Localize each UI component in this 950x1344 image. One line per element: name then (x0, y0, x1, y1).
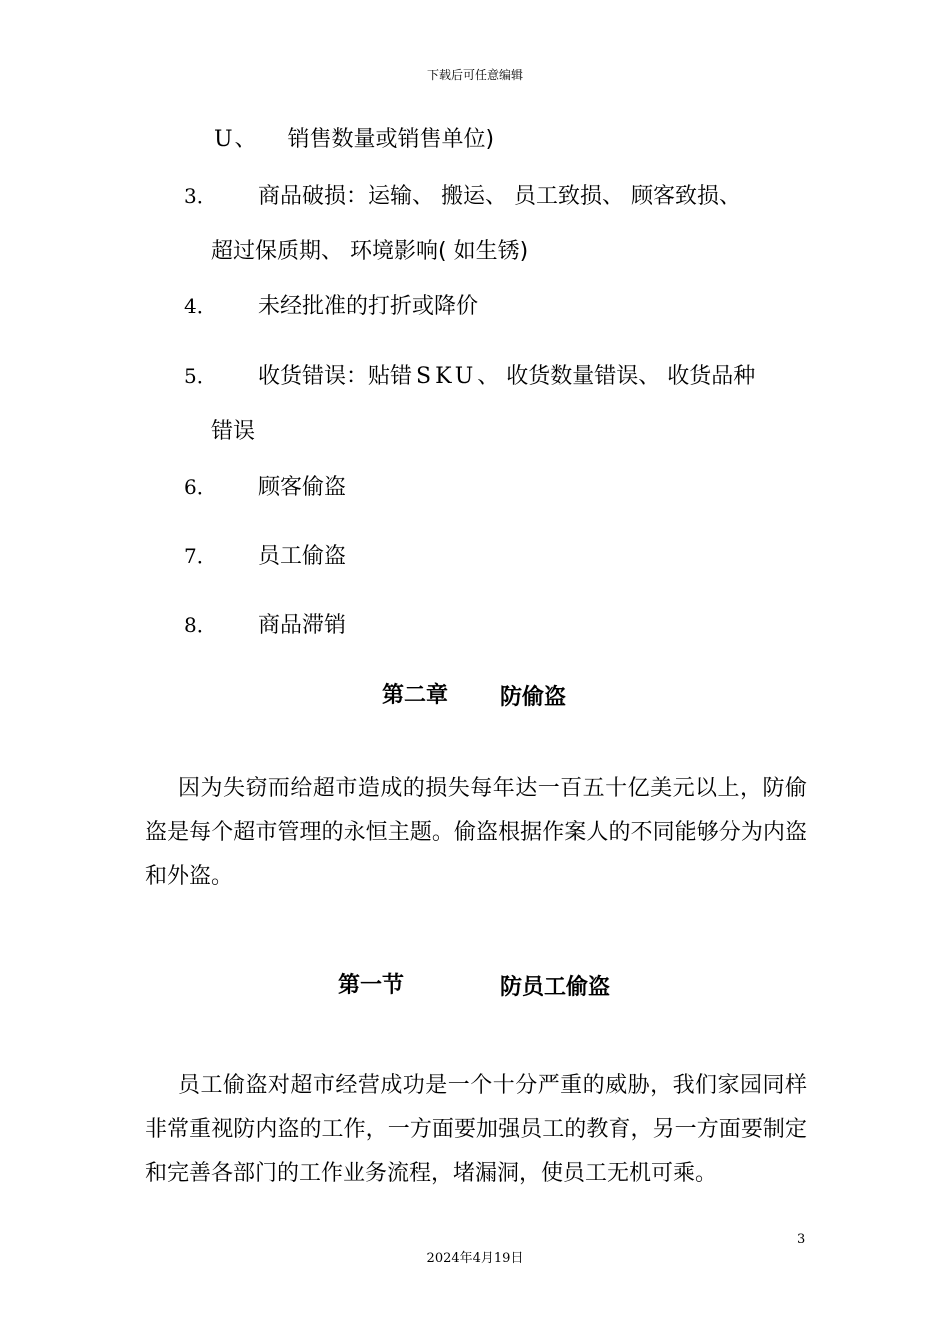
list-item-5-sku: SKU (416, 364, 478, 389)
list-item-3-continuation: 超过保质期、 环境影响( 如生锈) (211, 239, 529, 264)
list-item-5-continuation: 错误 (211, 419, 256, 444)
page-header: 下载后可任意编辑 (426, 68, 523, 82)
list-item-3-text: 商品破损：运输、 搬运、 员工致损、 顾客致损、 (258, 184, 741, 209)
list-item-u-text: 销售数量或销售单位) (287, 127, 495, 152)
list-item-7-number: 7． (184, 544, 217, 568)
section-title: 防员工偷盗 (500, 975, 611, 1000)
list-item-u (214, 122, 494, 153)
list-item-6-text: 顾客偷盗 (258, 475, 347, 500)
page-number: 3 (797, 1232, 806, 1247)
list-item-8-text: 商品滞销 (258, 613, 347, 638)
list-item-3-number: 3． (184, 184, 217, 208)
paragraph-2: 员工偷盗对超市经营成功是一个十分严重的威胁，我们家园同样非常重视防内盗的工作，一方面要加强员工的教育，另一方面要制定和完善各部门的工作业务流程，堵漏洞，使员工无机可乘。 (145, 1073, 807, 1186)
list-item-5-text (258, 359, 755, 390)
list-item-5-text-a: 收货错误：贴错 (258, 364, 413, 389)
chapter-number: 第二章 (382, 683, 449, 708)
list-item-4-text: 未经批准的打折或降价 (258, 294, 479, 319)
list-item-5-number: 5． (184, 364, 217, 388)
list-item-8-number: 8． (184, 613, 217, 637)
paragraph-1: 因为失窃而给超市造成的损失每年达一百五十亿美元以上，防偷盗是每个超市管理的永恒主题。偷盗根据作案人的不同能够分为内盗和外盗。 (145, 776, 807, 889)
chapter-title: 防偷盗 (500, 685, 567, 710)
list-item-u-code: U、 (214, 127, 259, 152)
list-item-5-text-b: 、 收货数量错误、 收货品种 (477, 364, 756, 389)
page-footer-date: 2024年4月19日 (426, 1251, 524, 1266)
list-item-6-number: 6． (184, 475, 217, 499)
list-item-7-text: 员工偷盗 (258, 544, 347, 569)
list-item-4-number: 4． (184, 294, 217, 318)
section-number: 第一节 (338, 973, 405, 998)
